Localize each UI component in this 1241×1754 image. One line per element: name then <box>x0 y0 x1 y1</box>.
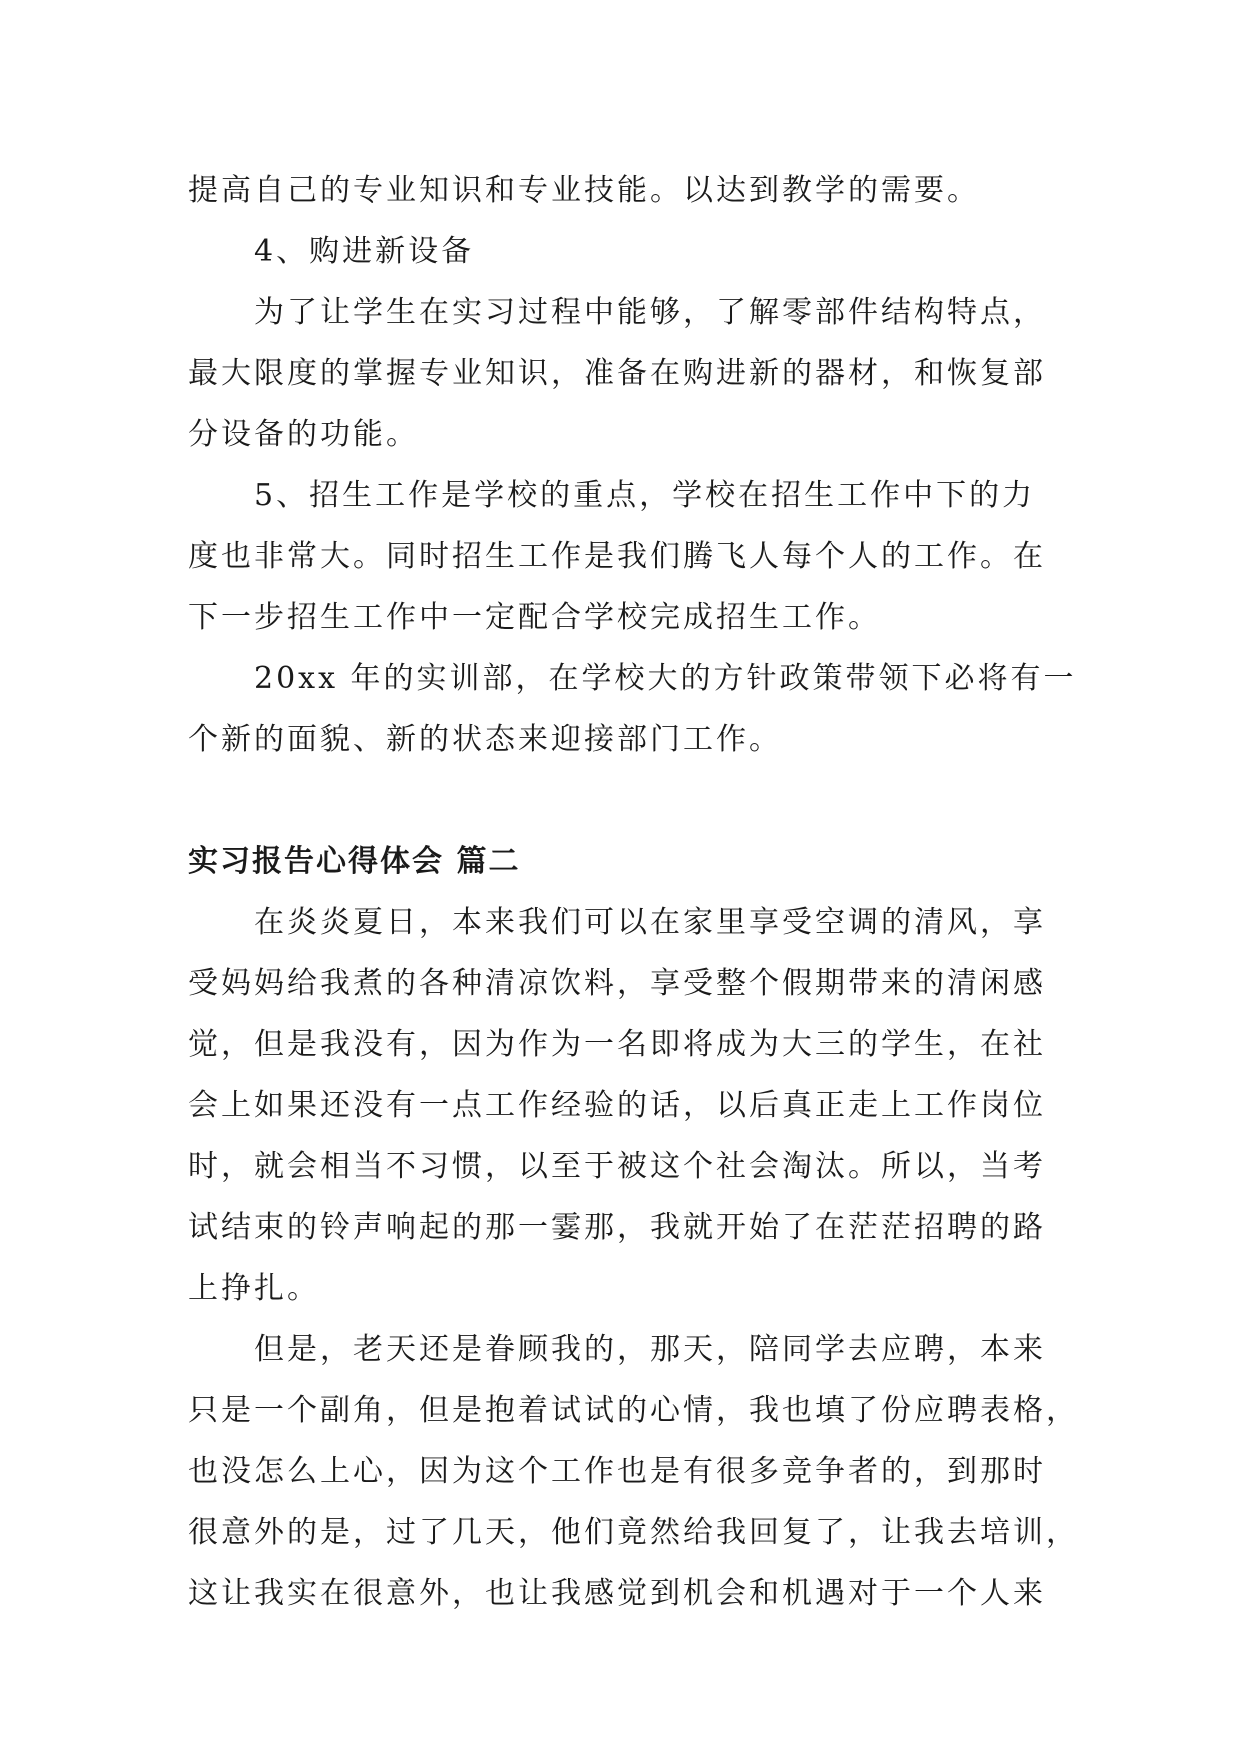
text-line: 这让我实在很意外，也让我感觉到机会和机遇对于一个人来 <box>188 1576 1046 1611</box>
text-line: 下一步招生工作中一定配合学校完成招生工作。 <box>188 600 881 635</box>
paragraph-item-4 <box>188 221 1063 282</box>
text-line: 最大限度的掌握专业知识，准备在购进新的器材，和恢复部 <box>188 356 1046 391</box>
text-line: 在炎炎夏日，本来我们可以在家里享受空调的清风，享 <box>254 905 1046 940</box>
text-line: 会上如果还没有一点工作经验的话，以后真正走上工作岗位 <box>188 1088 1046 1123</box>
paragraph-summer <box>188 892 1063 1319</box>
text-line: 20xx 年的实训部，在学校大的方针政策带领下必将有一 <box>254 661 1077 696</box>
text-line: 时，就会相当不习惯，以至于被这个社会淘汰。所以，当考 <box>188 1149 1046 1184</box>
text-line: 试结束的铃声响起的那一霎那，我就开始了在茫茫招聘的路 <box>188 1210 1046 1245</box>
paragraph-item-5 <box>188 465 1063 648</box>
paragraph-opportunity <box>188 1319 1079 1624</box>
document-body <box>188 160 1079 1624</box>
text-line: 个新的面貌、新的状态来迎接部门工作。 <box>188 722 782 757</box>
text-line: 但是，老天还是眷顾我的，那天，陪同学去应聘，本来 <box>254 1332 1046 1367</box>
text-line: 受妈妈给我煮的各种清凉饮料，享受整个假期带来的清闲感 <box>188 966 1046 1001</box>
section-heading: 实习报告心得体会 篇二 <box>188 844 521 879</box>
paragraph-continuation <box>188 160 1063 221</box>
text-line: 觉，但是我没有，因为作为一名即将成为大三的学生，在社 <box>188 1027 1046 1062</box>
text-line: 很意外的是，过了几天，他们竟然给我回复了，让我去培训， <box>188 1515 1079 1550</box>
paragraph-equipment <box>188 282 1063 465</box>
text-line: 提高自己的专业知识和专业技能。以达到教学的需要。 <box>188 173 980 208</box>
paragraph-outlook <box>188 648 1077 770</box>
text-line: 只是一个副角，但是抱着试试的心情，我也填了份应聘表格， <box>188 1393 1079 1428</box>
text-line: 分设备的功能。 <box>188 417 419 452</box>
text-line: 4、购进新设备 <box>254 234 475 269</box>
section-spacer <box>188 770 1063 831</box>
text-line: 5、招生工作是学校的重点，学校在招生工作中下的力 <box>254 478 1036 513</box>
text-line: 度也非常大。同时招生工作是我们腾飞人每个人的工作。在 <box>188 539 1046 574</box>
text-line: 上挣扎。 <box>188 1271 320 1306</box>
text-line: 为了让学生在实习过程中能够，了解零部件结构特点， <box>254 295 1046 330</box>
text-line: 也没怎么上心，因为这个工作也是有很多竞争者的，到那时 <box>188 1454 1046 1489</box>
